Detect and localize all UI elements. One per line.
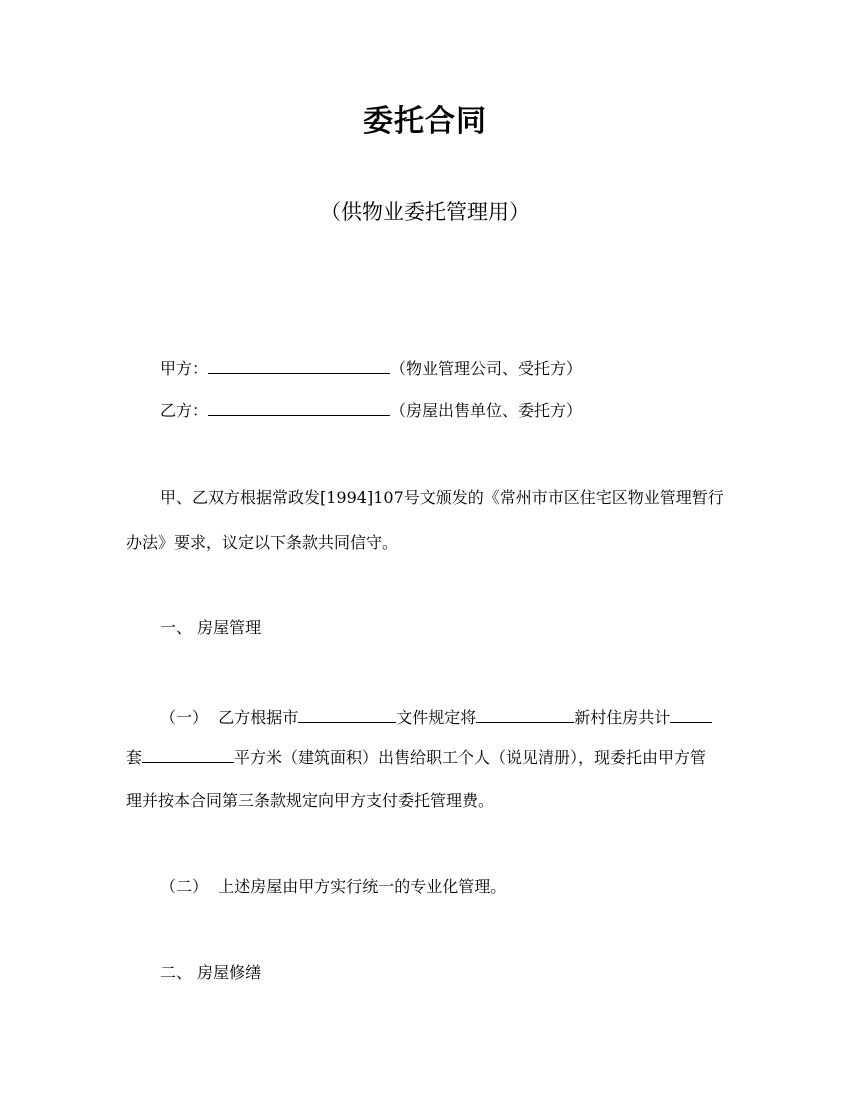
clause-2-text: 上述房屋由甲方实行统一的专业化管理。 [218, 877, 507, 896]
preamble-line-1: 甲、乙双方根据常政发[1994]107号文颁发的《常州市市区住宅区物业管理暂行 [160, 488, 724, 507]
party-b-line [160, 398, 582, 423]
clause-1-text-part2: 文件规定将 [396, 708, 477, 727]
document-subtitle: （供物业委托管理用） [320, 200, 530, 224]
clause-2-number: （二） [160, 877, 209, 896]
community-name-blank [476, 705, 574, 723]
clause-1-text-part3: 新村住房共计 [574, 708, 671, 727]
party-b-label: 乙方： [160, 401, 209, 420]
clause-2-line [160, 875, 506, 899]
clause-1-text-part5: 平方米（建筑面积）出售给职工个人（说见清册），现委托由甲方管 [234, 748, 707, 767]
party-a-line [160, 356, 582, 381]
party-b-note: （房屋出售单位、委托方） [390, 401, 583, 420]
section-2-heading: 二、 房屋修缮 [160, 963, 262, 982]
party-a-note: （物业管理公司、受托方） [390, 359, 583, 378]
clause-1-line-2-inner [126, 745, 706, 770]
area-blank [142, 745, 234, 763]
clause-1-text-part1: 乙方根据市 [218, 708, 299, 727]
document-title: 委托合同 [363, 104, 487, 139]
clause-1-line-3: 理并按本合同第三条款规定向甲方支付委托管理费。 [126, 791, 495, 810]
clause-1-number: （一） [160, 708, 209, 727]
unit-count-blank [670, 705, 712, 723]
preamble-line-2: 办法》要求，议定以下条款共同信守。 [126, 533, 399, 552]
city-document-blank [298, 705, 396, 723]
party-b-blank [208, 398, 390, 416]
clause-1-line-1 [160, 705, 712, 730]
clause-1-line-2 [126, 745, 726, 770]
party-a-blank [208, 356, 390, 374]
party-a-label: 甲方： [160, 359, 209, 378]
section-1-heading: 一、 房屋管理 [160, 618, 262, 637]
clause-1-text-part4: 套 [126, 748, 143, 767]
